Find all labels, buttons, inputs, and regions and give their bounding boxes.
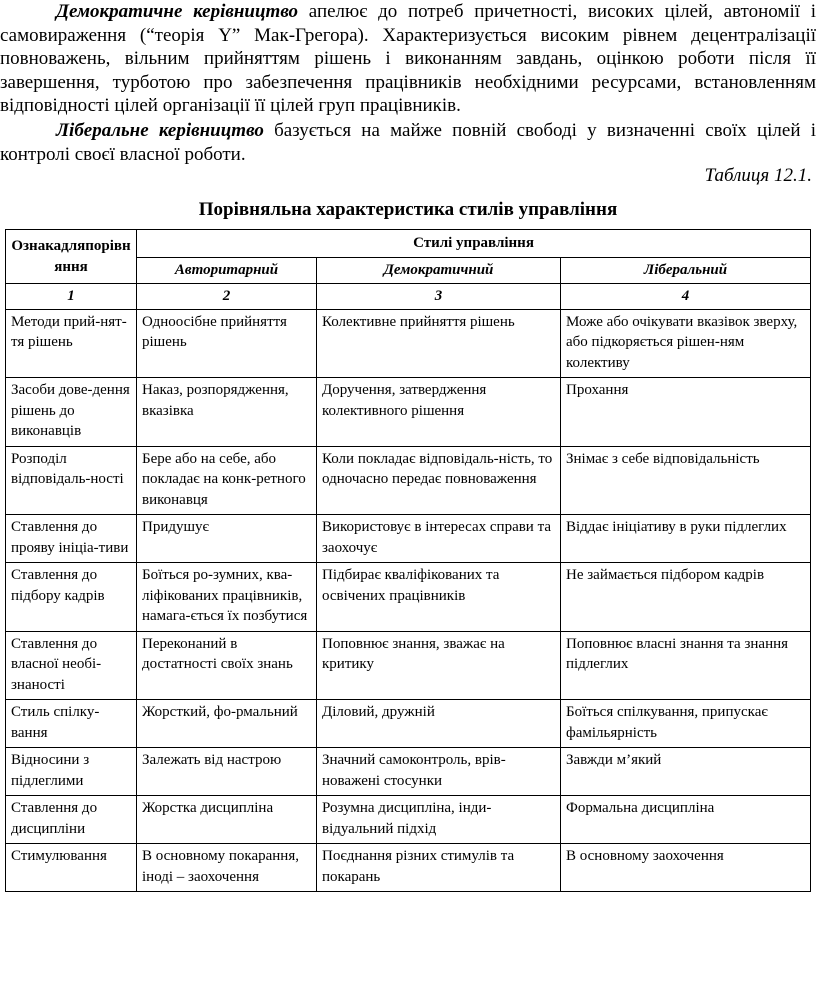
feature-cell: Засоби дове-дення рішень до виконавців [6, 378, 137, 447]
democratic-cell: Використовує в інтересах справи та заохочує [317, 515, 561, 563]
table-row [6, 515, 811, 563]
column-number: 1 [6, 284, 137, 310]
liberal-cell: Завжди м’який [561, 748, 811, 796]
feature-cell: Ставлення до прояву ініціа-тиви [6, 515, 137, 563]
democratic-cell: Коли покладає відповідаль-ність, то одночасно передає повноваження [317, 446, 561, 515]
feature-cell: Ставлення до дисципліни [6, 796, 137, 844]
liberal-cell: Знімає з себе відповідальність [561, 446, 811, 515]
term-liberal: Ліберальне керівництво [56, 120, 264, 141]
authoritarian-cell: Одноосібне прийняття рішень [137, 309, 317, 378]
term-democratic: Демократичне керівництво [56, 1, 299, 22]
democratic-cell: Колективне прийняття рішень [317, 309, 561, 378]
column-number: 2 [137, 284, 317, 310]
feature-cell: Розподіл відповідаль-ності [6, 446, 137, 515]
table-row [6, 631, 811, 700]
paragraph-democratic [0, 0, 816, 118]
liberal-cell: Може або очікувати вказівок зверху, або підкоряється рішен-ням колективу [561, 309, 811, 378]
democratic-cell: Діловий, дружній [317, 700, 561, 748]
feature-cell: Ставлення до підбору кадрів [6, 563, 137, 632]
styles-group-header: Стилі управління [137, 230, 811, 258]
democratic-cell: Підбирає кваліфікованих та освічених працівників [317, 563, 561, 632]
authoritarian-cell: Жорсткий, фо-рмальний [137, 700, 317, 748]
feature-cell: Відносини з підлеглими [6, 748, 137, 796]
table-row [6, 563, 811, 632]
authoritarian-cell: Наказ, розпорядження, вказівка [137, 378, 317, 447]
liberal-cell: Поповнює власні знання та знання підлеглих [561, 631, 811, 700]
style-header-authoritarian: Авторитарний [137, 258, 317, 284]
liberal-cell: В основному заохочення [561, 844, 811, 892]
democratic-cell: Доручення, затвердження колективного рішення [317, 378, 561, 447]
table-row [6, 309, 811, 378]
table-row [6, 700, 811, 748]
authoritarian-cell: Залежать від настрою [137, 748, 317, 796]
table-row [6, 446, 811, 515]
democratic-cell: Розумна дисципліна, інди-відуальний підхід [317, 796, 561, 844]
feature-cell: Стимулювання [6, 844, 137, 892]
feature-column-header: Ознакадляпорівняння [6, 230, 137, 284]
paragraph-liberal [0, 119, 816, 166]
liberal-cell: Віддає ініціативу в руки підлеглих [561, 515, 811, 563]
style-header-democratic: Демократичний [317, 258, 561, 284]
liberal-cell: Боїться спілкування, припускає фамільярність [561, 700, 811, 748]
liberal-cell: Прохання [561, 378, 811, 447]
table-row [6, 748, 811, 796]
feature-cell: Методи прий-няття рішень [6, 309, 137, 378]
column-number: 3 [317, 284, 561, 310]
authoritarian-cell: Бере або на себе, або покладає на конк-ретного виконавця [137, 446, 317, 515]
authoritarian-cell: Боїться ро-зумних, ква-ліфікованих працівників, намага-ється їх позбутися [137, 563, 317, 632]
table-row [6, 796, 811, 844]
feature-cell: Ставлення до власної необі-знаності [6, 631, 137, 700]
authoritarian-cell: В основному покарання, іноді – заохочення [137, 844, 317, 892]
feature-cell: Стиль спілку-вання [6, 700, 137, 748]
table-title: Порівняльна характеристика стилів управління [198, 199, 618, 220]
authoritarian-cell: Переконаний в достатності своїх знань [137, 631, 317, 700]
table-caption: Таблиця 12.1. [704, 165, 812, 186]
authoritarian-cell: Придушує [137, 515, 317, 563]
democratic-cell: Поповнює знання, зважає на критику [317, 631, 561, 700]
liberal-cell: Не займається підбором кадрів [561, 563, 811, 632]
authoritarian-cell: Жорстка дисципліна [137, 796, 317, 844]
paragraph-democratic-text: апелює до потреб причетності, високих цілей, автономії і самовираження (“теорія Y” Мак-Грегора). Характеризується високим рівнем децентралізації повноважень, вільним прийняттям рішень і виконанням завдань, оцінкою роботи після її завершення, турботою про забезпечення працівників необхідними ресурсами, встановленням відповідності цілей організації її цілей груп працівників. [0, 1, 816, 117]
column-number: 4 [561, 284, 811, 310]
liberal-cell: Формальна дисципліна [561, 796, 811, 844]
democratic-cell: Поєднання різних стимулів та покарань [317, 844, 561, 892]
style-header-liberal: Ліберальний [561, 258, 811, 284]
comparison-table [5, 229, 811, 892]
paragraph-liberal-text: базується на майже повній свободі у визначенні своїх цілей і контролі своєї власної роботи. [0, 120, 816, 165]
table-row [6, 844, 811, 892]
democratic-cell: Значний самоконтроль, врів-новажені стосунки [317, 748, 561, 796]
table-row [6, 378, 811, 447]
